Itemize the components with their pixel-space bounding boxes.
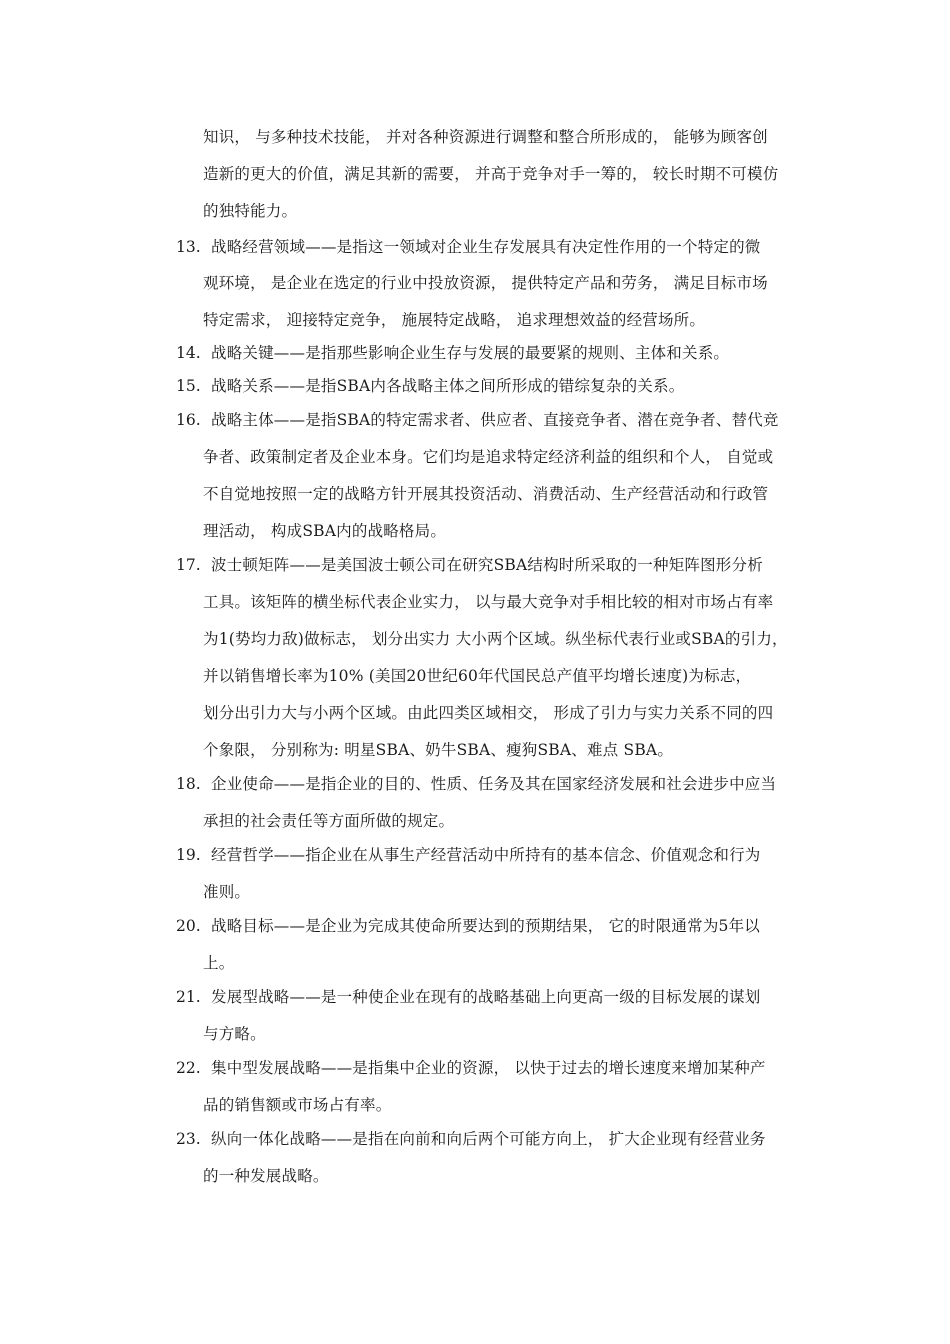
item-line: 战略关键——是指那些影响企业生存与发展的最要紧的规则、主体和关系。: [211, 344, 730, 362]
item-number: 16.: [176, 411, 201, 429]
item-line: 特定需求， 迎接特定竞争， 施展特定战略， 追求理想效益的经营场所。: [203, 311, 706, 329]
item-number: 15.: [176, 377, 201, 395]
item-line: 划分出引力大与小两个区域。由此四类区域相交， 形成了引力与实力关系不同的四: [203, 704, 774, 722]
intro-line: 知识， 与多种技术技能， 并对各种资源进行调整和整合所形成的， 能够为顾客创: [203, 128, 768, 146]
item-number: 23.: [176, 1130, 201, 1148]
intro-line: 造新的更大的价值，满足其新的需要， 并高于竞争对手一筹的， 较长时期不可模仿: [203, 165, 779, 183]
item-line: 争者、政策制定者及企业本身。它们均是追求特定经济利益的组织和个人， 自觉或: [203, 448, 774, 466]
item-line: 战略主体——是指SBA的特定需求者、供应者、直接竞争者、潜在竞争者、替代竞: [211, 411, 779, 429]
item-line: 经营哲学——指企业在从事生产经营活动中所持有的基本信念、价值观念和行为: [211, 846, 761, 864]
item-line: 准则。: [203, 883, 251, 901]
item-number: 18.: [176, 775, 201, 793]
item-line: 并以销售增长率为10% (美国20世纪60年代国民总产值平均增长速度)为标志，: [203, 667, 752, 685]
item-line: 工具。该矩阵的横坐标代表企业实力， 以与最大竞争对手相比较的相对市场占有率: [203, 593, 774, 611]
item-line: 集中型发展战略——是指集中企业的资源， 以快于过去的增长速度来增加某种产: [211, 1059, 766, 1077]
item-line: 观环境， 是企业在选定的行业中投放资源， 提供特定产品和劳务， 满足目标市场: [203, 274, 768, 292]
item-line: 上。: [203, 954, 235, 972]
item-line: 为1(势均力敌)做标志， 划分出实力 大小两个区域。纵坐标代表行业或SBA的引力，: [203, 630, 788, 648]
item-line: 战略目标——是企业为完成其使命所要达到的预期结果， 它的时限通常为5年以: [211, 917, 760, 935]
item-number: 14.: [176, 344, 201, 362]
item-line: 企业使命——是指企业的目的、性质、任务及其在国家经济发展和社会进步中应当: [211, 775, 777, 793]
item-number: 17.: [176, 556, 201, 574]
item-number: 22.: [176, 1059, 201, 1077]
intro-line: 的独特能力。: [203, 202, 298, 220]
item-line: 承担的社会责任等方面所做的规定。: [203, 812, 455, 830]
item-line: 不自觉地按照一定的战略方针开展其投资活动、消费活动、生产经营活动和行政管: [203, 485, 769, 503]
item-line: 战略经营领域——是指这一领域对企业生存发展具有决定性作用的一个特定的微: [211, 238, 761, 256]
item-line: 品的销售额或市场占有率。: [203, 1096, 392, 1114]
item-line: 与方略。: [203, 1025, 266, 1043]
item-line: 战略关系——是指SBA内各战略主体之间所形成的错综复杂的关系。: [211, 377, 685, 395]
item-line: 波士顿矩阵——是美国波士顿公司在研究SBA结构时所采取的一种矩阵图形分析: [211, 556, 763, 574]
item-number: 13.: [176, 238, 201, 256]
item-number: 20.: [176, 917, 201, 935]
item-line: 发展型战略——是一种使企业在现有的战略基础上向更高一级的目标发展的谋划: [211, 988, 761, 1006]
item-line: 的一种发展战略。: [203, 1167, 329, 1185]
item-number: 19.: [176, 846, 201, 864]
item-line: 理活动， 构成SBA内的战略格局。: [203, 522, 447, 540]
item-number: 21.: [176, 988, 201, 1006]
item-line: 个象限， 分别称为: 明星SBA、奶牛SBA、瘦狗SBA、难点 SBA。: [203, 741, 674, 759]
item-line: 纵向一体化战略——是指在向前和向后两个可能方向上， 扩大企业现有经营业务: [211, 1130, 766, 1148]
